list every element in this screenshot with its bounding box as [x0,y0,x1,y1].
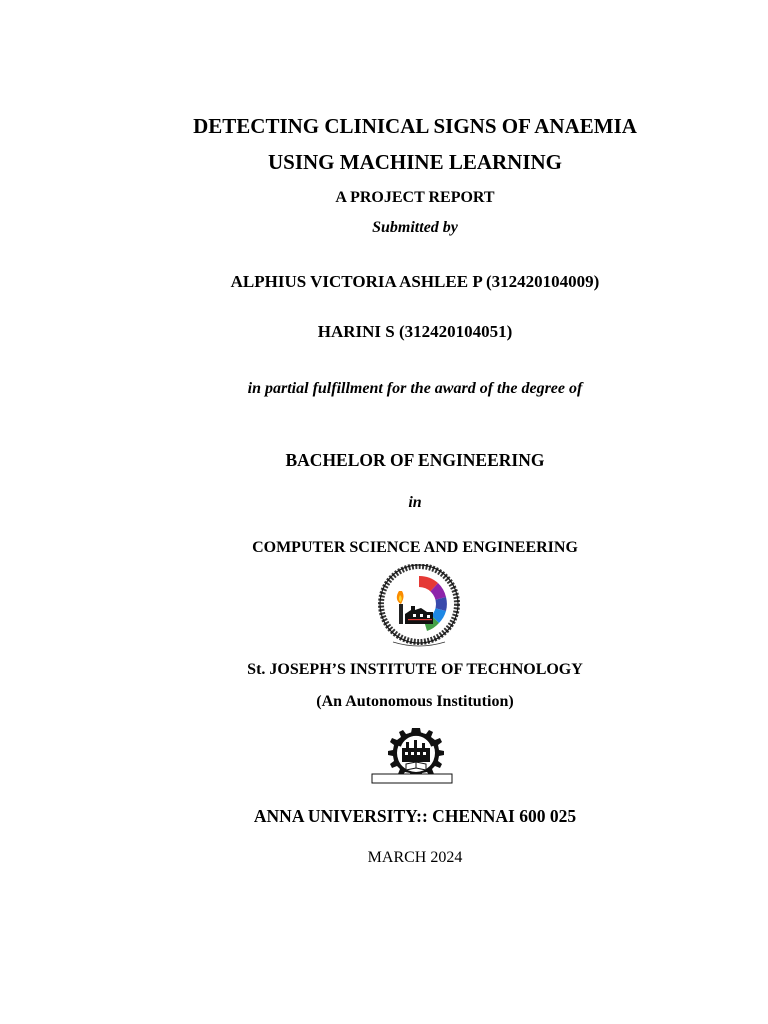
degree-name: BACHELOR OF ENGINEERING [285,450,545,470]
in-label: in [408,494,422,511]
fulfillment-text: in partial fulfillment for the award of the degree of [247,380,583,397]
anna-university-emblem-icon [368,722,464,786]
institute-name: St. JOSEPH’S INSTITUTE OF TECHNOLOGY [247,661,583,678]
university-name: ANNA UNIVERSITY:: CHENNAI 600 025 [253,806,577,826]
author-2: HARINI S (312420104051) [317,322,513,341]
author-1: ALPHIUS VICTORIA ASHLEE P (312420104009) [230,272,600,291]
report-date: MARCH 2024 [367,849,463,866]
institute-status: (An Autonomous Institution) [316,693,514,710]
report-title-line-2: USING MACHINE LEARNING [267,150,563,174]
discipline-name: COMPUTER SCIENCE AND ENGINEERING [252,539,578,556]
report-type: A PROJECT REPORT [335,189,495,206]
report-title-line-1: DETECTING CLINICAL SIGNS OF ANAEMIA [193,114,637,138]
sjit-seal-icon [375,564,465,648]
submitted-by-label: Submitted by [372,219,458,236]
